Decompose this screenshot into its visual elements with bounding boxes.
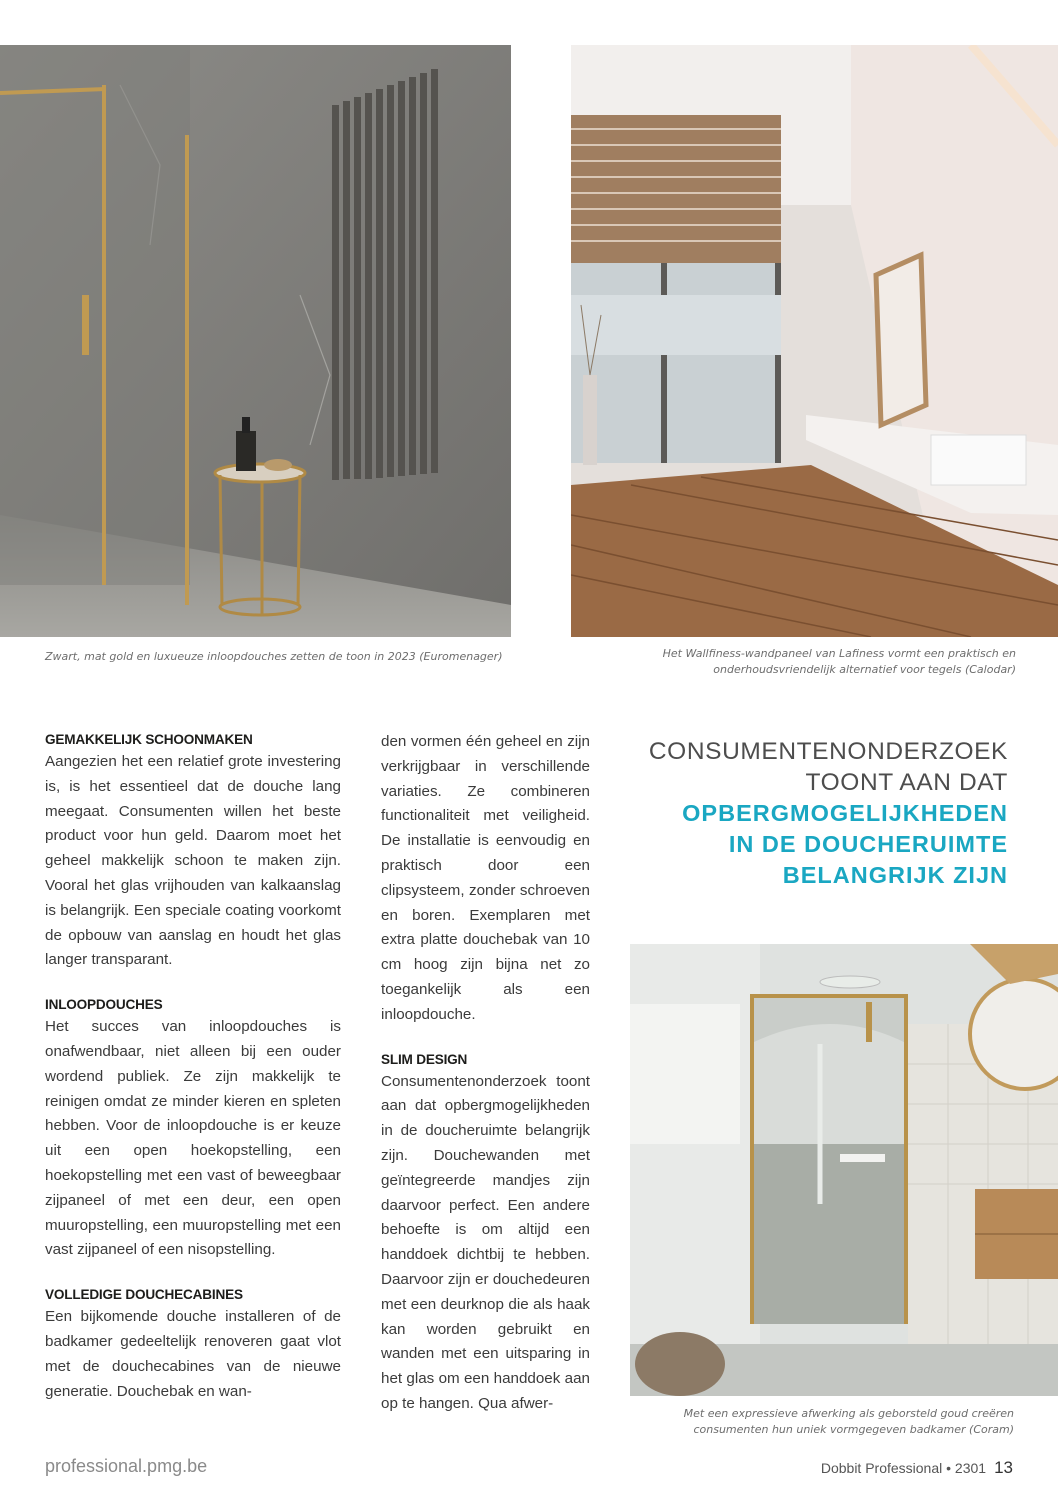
photo-wallfiness-bathroom	[571, 45, 1058, 637]
article-column-2	[381, 730, 590, 1417]
article-column-1	[45, 730, 341, 1404]
heading-inloopdouches: INLOOPDOUCHES	[45, 997, 163, 1013]
heading-volledige-douchecabines: VOLLEDIGE DOUCHECABINES	[45, 1287, 243, 1303]
body-inloopdouches: Het succes van inloopdouches is onafwendbaar, niet alleen bij een ouder wordend publiek. Ze zijn makkelijk te reinigen omdat ze minder kieren en spleten hebben. Voor de inloopdouche is er keuze uit een open hoekopstelling, een hoekopstelling met een vast of beweegbaar zijpaneel of met een deur, een open muuropstelling, een muuropstelling met een vast zijpaneel of een nisopstelling.	[45, 1018, 341, 1259]
body-gemakkelijk-schoonmaken: Aangezien het een relatief grote investering is, is het essentieel dat de douche lang meegaat. Consumenten willen het beste product voor hun geld. Daarom moet het geheel makkelijk schoon te maken zijn. Vooral het glas vrijhouden van kalkaanslag is belangrijk. Een speciale coating voorkomt de opbouw van aanslag en houdt het glas langer transparant.	[45, 753, 341, 969]
pull-quote-line1: CONSUMENTENONDERZOEK	[648, 738, 1008, 765]
body-volledige-douchecabines: Een bijkomende douche installeren of de badkamer gedeeltelijk renoveren gaat vlot met de douchecabines van de nieuwe generatie. Douchebak en wan-	[45, 1308, 341, 1400]
heading-gemakkelijk-schoonmaken: GEMAKKELIJK SCHOONMAKEN	[45, 732, 253, 747]
page-number: 13	[994, 1458, 1013, 1477]
caption-brushed-gold	[630, 1406, 1014, 1438]
caption-wallfiness-line2: onderhoudsvriendelijk alternatief voor tegels (Calodar)	[713, 663, 1016, 676]
caption-wallfiness-line1: Het Wallfiness-wandpaneel van Lafiness vormt een praktisch en	[662, 647, 1016, 660]
footer-publication	[821, 1458, 1013, 1478]
pull-quote-line3: OPBERGMOGELIJKHEDEN	[682, 800, 1008, 826]
caption-gold-shower: Zwart, mat gold en luxueuze inloopdouches zetten de toon in 2023 (Euromenager)	[45, 650, 503, 663]
caption-brushed-gold-line1: Met een expressieve afwerking als geborsteld goud creëren	[683, 1407, 1014, 1420]
caption-wallfiness	[571, 646, 1016, 678]
pull-quote-line4: IN DE DOUCHERUIMTE	[728, 831, 1008, 857]
footer-publication-name: Dobbit Professional • 2301	[820, 1460, 987, 1476]
pull-quote-line2: TOONT AAN DAT	[805, 769, 1008, 796]
heading-slim-design: SLIM DESIGN	[381, 1051, 468, 1067]
body-slim-design: Consumentenonderzoek toont aan dat opbergmogelijkheden in de doucheruimte belangrijk zijn. Douchewanden met geïntegreerde mandjes zijn daarvoor perfect. Een andere behoefte is om altijd een handdoek dichtbij te hebben. Daarvoor zijn er douchedeuren met een deurknop die als haak kan worden gebruikt en wanden met een uitsparing in het glas om een handdoek aan op te hangen. Qua afwer-	[381, 1072, 590, 1412]
caption-brushed-gold-line2: consumenten hun uniek vormgegeven badkamer (Coram)	[693, 1423, 1014, 1436]
body-douchecabines-continued: den vormen één geheel en zijn verkrijgbaar in verschillende variaties. Ze combineren functionaliteit met veiligheid. De installatie is eenvoudig en praktisch door een clipsysteem, zonder schroeven en boren. Exemplaren met extra platte douchebak van 10 cm hoog zijn bijna net zo toegankelijk als een inloopdouche.	[381, 733, 590, 1023]
pull-quote	[618, 736, 1008, 891]
pull-quote-line5: BELANGRIJK ZIJN	[782, 862, 1008, 888]
photo-gold-shower	[0, 45, 511, 637]
footer-website-link[interactable]: professional.pmg.be	[45, 1456, 208, 1476]
photo-brushed-gold-shower	[630, 944, 1058, 1396]
